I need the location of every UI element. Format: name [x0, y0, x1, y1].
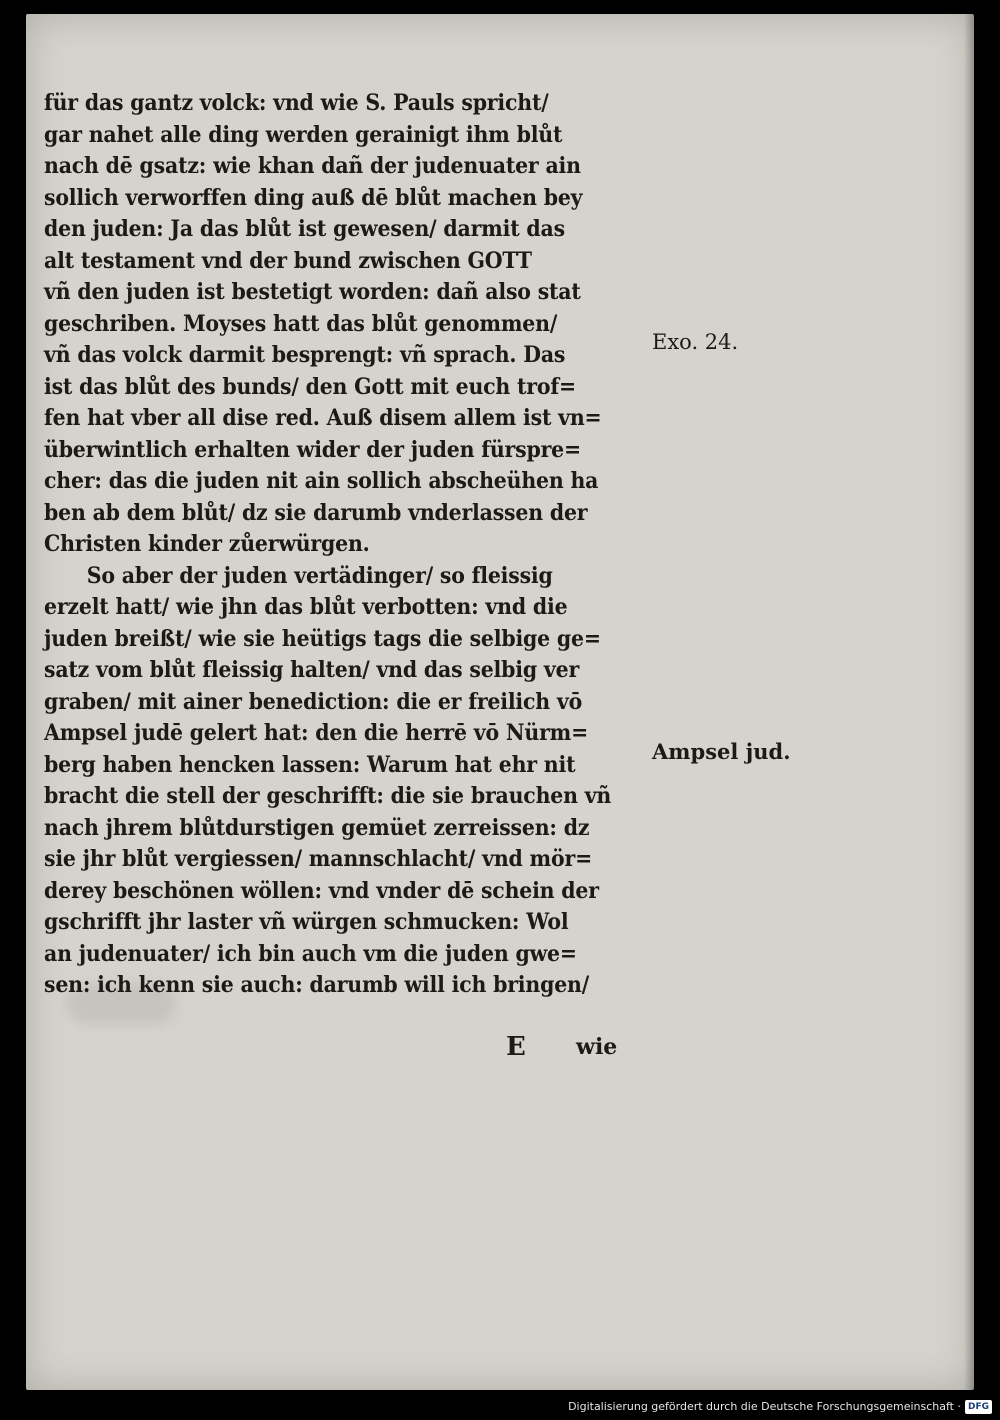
text-line-27: gschrifft jhr laster vñ würgen schmucken: Wol: [44, 909, 569, 935]
text-line-24: nach jhrem blůtdurstigen gemüet zerreissen: dz: [44, 814, 590, 841]
text-line-20: graben/ mit ainer benediction: die er freilich vō: [44, 688, 583, 715]
signature-mark: E: [506, 1032, 526, 1062]
text-line-22: berg haben hencken lassen: Warum hat ehr nit: [44, 751, 576, 778]
credit-text: Digitalisierung gefördert durch die Deutsche Forschungsgemeinschaft ·: [568, 1400, 961, 1413]
text-line-8: geschriben. Moyses hatt das blůt genommen/: [44, 310, 558, 337]
text-line-21: Ampsel judē gelert hat: den die herrē vō Nürm=: [44, 720, 589, 746]
text-line-16: So aber der juden vertädinger/ so fleissig: [86, 562, 553, 589]
margin-note-ampsel: Ampsel jud.: [652, 739, 791, 764]
text-line-7: vñ den juden ist bestetigt worden: dañ also stat: [44, 279, 581, 305]
catchword: wie: [576, 1034, 618, 1060]
text-line-17: erzelt hatt/ wie jhn das blůt verbotten: vnd die: [44, 594, 568, 620]
dfg-logo: DFG: [965, 1400, 992, 1414]
text-line-23: bracht die stell der geschrifft: die sie brauchen vñ: [44, 783, 612, 809]
text-line-15: Christen kinder zůerwürgen.: [44, 531, 370, 557]
text-line-2: gar nahet alle ding werden gerainigt ihm blůt: [44, 121, 563, 148]
text-line-6: alt testament vnd der bund zwischen GOTT: [44, 247, 532, 274]
text-line-28: an judenuater/ ich bin auch vm die juden gwe=: [44, 940, 577, 967]
text-line-3: nach dē gsatz: wie khan dañ der judenuater ain: [44, 153, 581, 179]
text-line-25: sie jhr blůt vergiessen/ mannschlacht/ vnd mör=: [44, 846, 593, 872]
text-line-26: derey beschönen wöllen: vnd vnder dē schein der: [44, 877, 599, 904]
text-line-5: den juden: Ja das blůt ist gewesen/ darmit das: [44, 216, 565, 242]
text-line-13: cher: das die juden nit ain sollich abscheühen ha: [44, 468, 599, 494]
text-line-1: für das gantz volck: vnd wie S. Pauls spricht/: [44, 90, 549, 116]
text-line-14: ben ab dem blůt/ dz sie darumb vnderlassen der: [44, 499, 588, 526]
page-footer-row: [506, 1032, 686, 1068]
text-line-10: ist das blůt des bunds/ den Gott mit euch trof=: [44, 373, 576, 400]
main-text-block: [44, 88, 684, 1002]
text-line-9: vñ das volck darmit besprengt: vñ sprach. Das: [44, 342, 566, 368]
text-line-4: sollich verworffen ding auß dē blůt machen bey: [44, 184, 583, 211]
digitization-credit: [568, 1396, 992, 1418]
text-line-19: satz vom blůt fleissig halten/ vnd das selbig ver: [44, 657, 580, 683]
text-line-18: juden breißt/ wie sie heütigs tags die selbige ge=: [44, 625, 601, 652]
page-edge-shadow: [964, 14, 974, 1390]
margin-note-exodus: Exo. 24.: [652, 330, 739, 354]
book-page: [26, 14, 974, 1390]
text-line-29: sen: ich kenn sie auch: darumb will ich bringen/: [44, 972, 590, 998]
text-line-12: überwintlich erhalten wider der juden fürspre=: [44, 436, 581, 463]
text-line-11: fen hat vber all dise red. Auß disem allem ist vn=: [44, 405, 602, 431]
